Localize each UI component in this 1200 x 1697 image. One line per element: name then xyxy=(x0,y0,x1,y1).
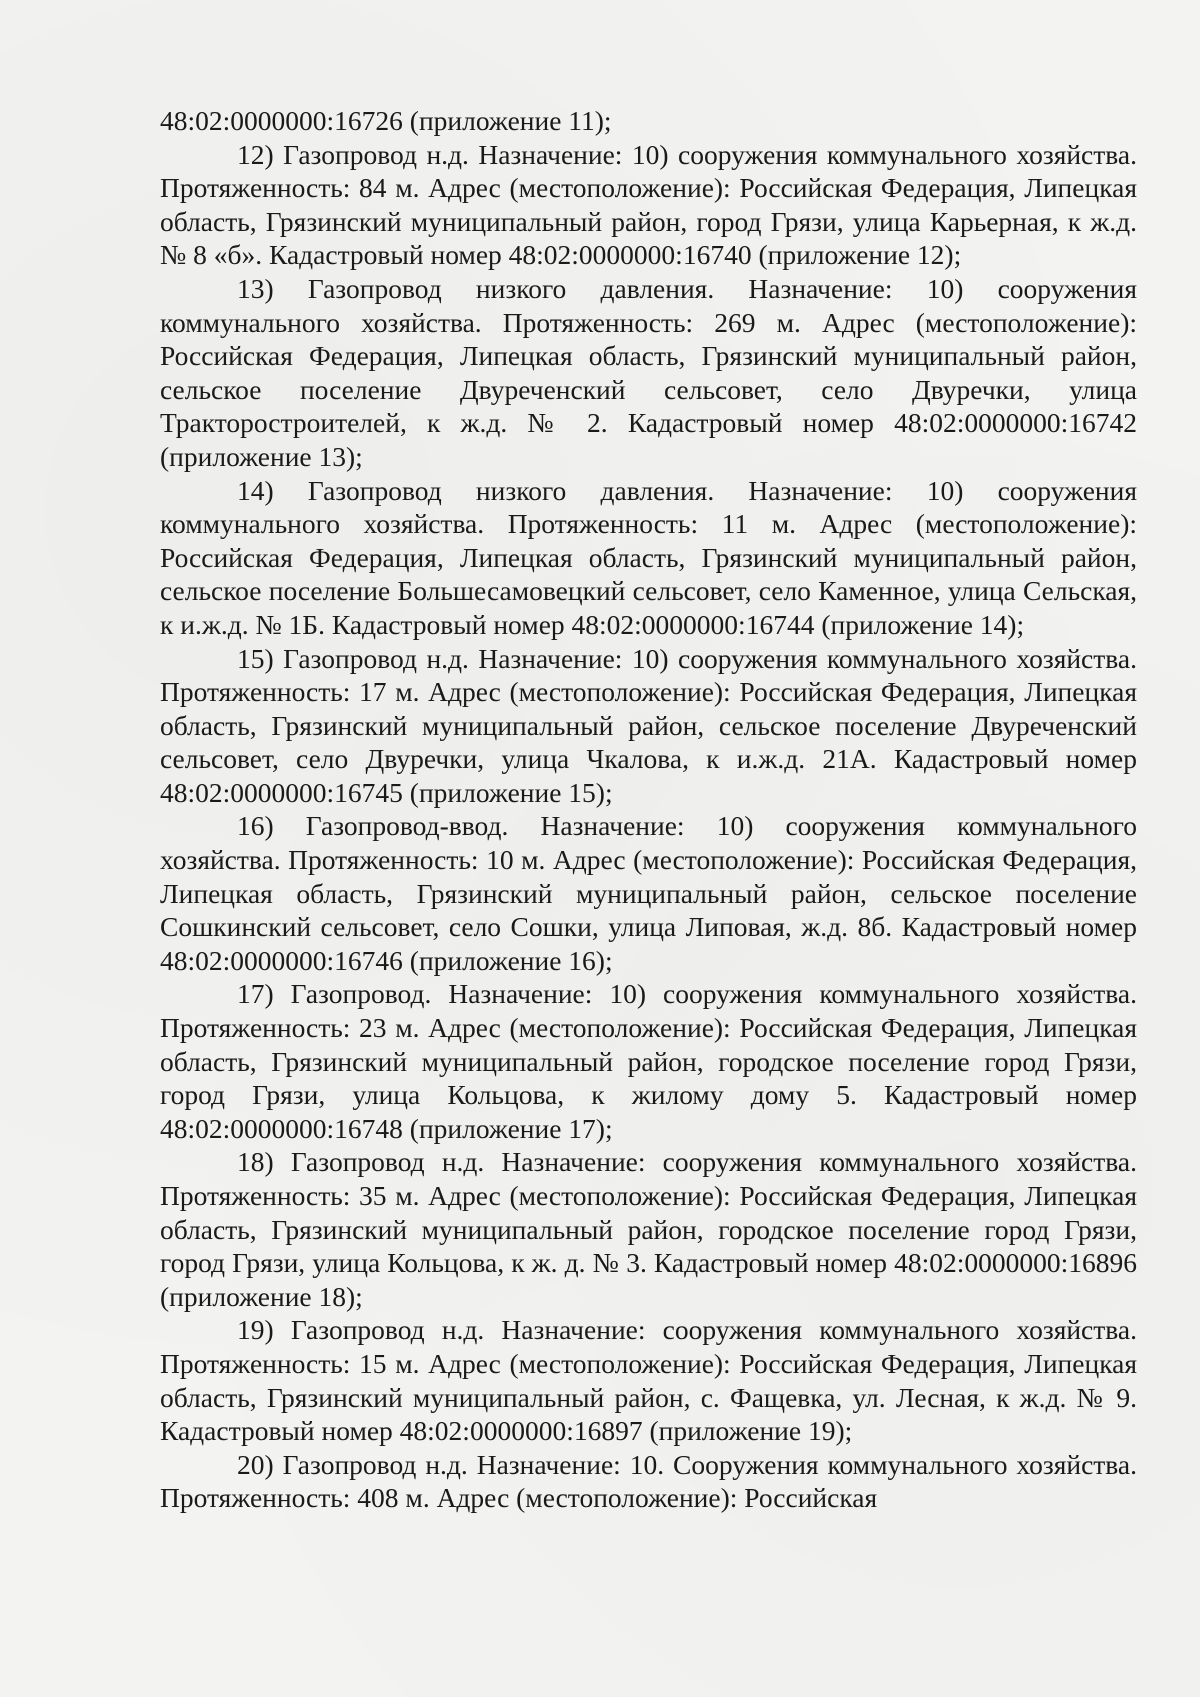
list-item-19: 19) Газопровод н.д. Назначение: сооружения коммунального хозяйства. Протяженность: 15 м. Адрес (местоположение): Российская Федерация, Липецкая область, Грязинский муниципальный район, с. Фащевка, ул. Лесная, к ж.д. № 9. Кадастровый номер 48:02:0000000:16897 (приложение 19); xyxy=(160,1314,1137,1447)
continuation-line: 48:02:0000000:16726 (приложение 11); xyxy=(160,105,612,136)
list-item-15: 15) Газопровод н.д. Назначение: 10) сооружения коммунального хозяйства. Протяженность: 17 м. Адрес (местоположение): Российская Федерация, Липецкая область, Грязинский муниципальный район, сельское поселение Двуреченский сельсовет, село Двуречки, улица Чкалова, к и.ж.д. 21А. Кадастровый номер 48:02:0000000:16745 (приложение 15); xyxy=(160,642,1137,808)
list-item-14: 14) Газопровод низкого давления. Назначение: 10) сооружения коммунального хозяйства. Протяженность: 11 м. Адрес (местоположение): Российская Федерация, Липецкая область, Грязинский муниципальный район, сельское поселение Большесамовецкий сельсовет, село Каменное, улица Сельская, к и.ж.д. № 1Б. Кадастровый номер 48:02:0000000:16744 (приложение 14); xyxy=(160,474,1137,640)
list-item-13: 13) Газопровод низкого давления. Назначение: 10) сооружения коммунального хозяйства. Протяженность: 269 м. Адрес (местоположение): Российская Федерация, Липецкая область, Грязинский муниципальный район, сельское поселение Двуреченский сельсовет, село Двуречки, улица Тракторостроителей, к ж.д. № 2. Кадастровый номер 48:02:0000000:16742 (приложение 13); xyxy=(160,272,1137,472)
list-item-12: 12) Газопровод н.д. Назначение: 10) сооружения коммунального хозяйства. Протяженность: 84 м. Адрес (местоположение): Российская Федерация, Липецкая область, Грязинский муниципальный район, город Грязи, улица Карьерная, к ж.д. № 8 «б». Кадастровый номер 48:02:0000000:16740 (приложение 12); xyxy=(160,138,1137,271)
list-item-18: 18) Газопровод н.д. Назначение: сооружения коммунального хозяйства. Протяженность: 35 м. Адрес (местоположение): Российская Федерация, Липецкая область, Грязинский муниципальный район, городское поселение город Грязи, город Грязи, улица Кольцова, к ж. д. № 3. Кадастровый номер 48:02:0000000:16896 (приложение 18); xyxy=(160,1146,1137,1312)
list-item-20: 20) Газопровод н.д. Назначение: 10. Сооружения коммунального хозяйства. Протяженность: 408 м. Адрес (местоположение): Российская xyxy=(160,1448,1137,1514)
list-item-17: 17) Газопровод. Назначение: 10) сооружения коммунального хозяйства. Протяженность: 23 м. Адрес (местоположение): Российская Федерация, Липецкая область, Грязинский муниципальный район, городское поселение город Грязи, город Грязи, улица Кольцова, к жилому дому 5. Кадастровый номер 48:02:0000000:16748 (приложение 17); xyxy=(160,978,1137,1144)
list-item-16: 16) Газопровод-ввод. Назначение: 10) сооружения коммунального хозяйства. Протяженность: 10 м. Адрес (местоположение): Российская Федерация, Липецкая область, Грязинский муниципальный район, сельское поселение Сошкинский сельсовет, село Сошки, улица Липовая, ж.д. 8б. Кадастровый номер 48:02:0000000:16746 (приложение 16); xyxy=(160,810,1137,976)
document-body xyxy=(160,104,1137,1515)
